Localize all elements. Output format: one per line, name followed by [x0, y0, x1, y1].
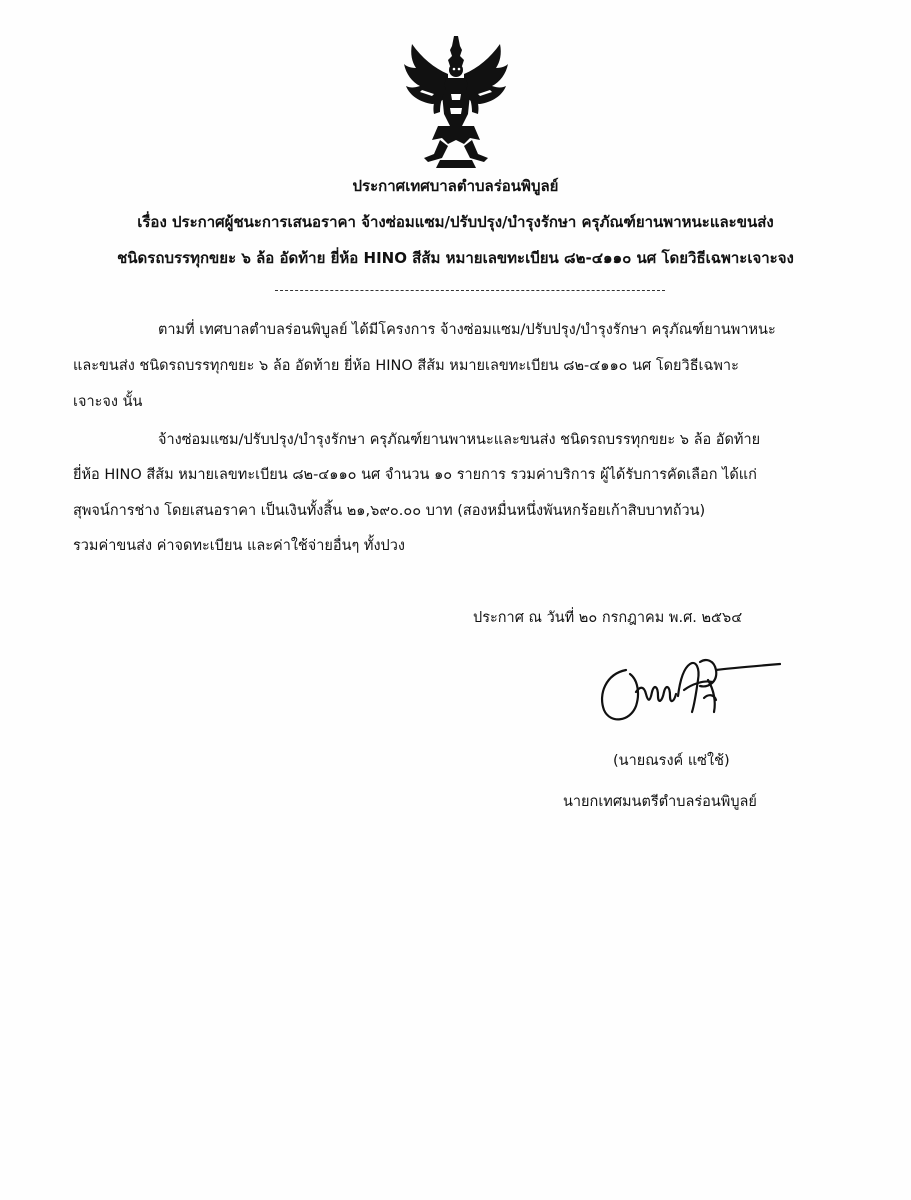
handwritten-signature: [596, 650, 781, 732]
announcement-date: ประกาศ ณ วันที่ ๒๐ กรกฎาคม พ.ศ. ๒๕๖๔: [473, 610, 743, 626]
paragraph-1-line-1: ตามที่ เทศบาลตำบลร่อนพิบูลย์ ได้มีโครงการ จ้างซ่อมแซม/ปรับปรุง/บำรุงรักษา ครุภัณฑ์ยานพาหนะ: [158, 322, 776, 338]
paragraph-2-line-4: รวมค่าขนส่ง ค่าจดทะเบียน และค่าใช้จ่ายอื่นๆ ทั้งปวง: [73, 538, 405, 554]
signer-position: นายกเทศมนตรีตำบลร่อนพิบูลย์: [563, 794, 757, 810]
signer-name: (นายณรงค์ แซ่ใช้): [613, 753, 730, 769]
subject-line-1: เรื่อง ประกาศผู้ชนะการเสนอราคา จ้างซ่อมแซม/ปรับปรุง/บำรุงรักษา ครุภัณฑ์ยานพาหนะและขนส่ง: [137, 213, 774, 231]
paragraph-2-line-2: ยี่ห้อ HINO สีส้ม หมายเลขทะเบียน ๘๒-๔๑๑๐ นศ จำนวน ๑๐ รายการ รวมค่าบริการ ผู้ได้รับการคัดเลือก ได้แก่: [73, 467, 757, 483]
paragraph-1-line-3: เจาะจง นั้น: [73, 394, 143, 410]
garuda-emblem-icon: [404, 34, 508, 170]
paragraph-1-line-2: และขนส่ง ชนิดรถบรรทุกขยะ ๖ ล้อ อัดท้าย ยี่ห้อ HINO สีส้ม หมายเลขทะเบียน ๘๒-๔๑๑๐ นศ โดยวิธีเฉพาะ: [73, 358, 739, 374]
subject-line-2: ชนิดรถบรรทุกขยะ ๖ ล้อ อัดท้าย ยี่ห้อ HINO สีส้ม หมายเลขทะเบียน ๘๒-๔๑๑๐ นศ โดยวิธีเฉพาะเจาะจง: [117, 249, 794, 267]
header-divider: [275, 290, 665, 291]
announcement-title: ประกาศเทศบาลตำบลร่อนพิบูลย์: [352, 177, 559, 195]
paragraph-2-line-1: จ้างซ่อมแซม/ปรับปรุง/บำรุงรักษา ครุภัณฑ์ยานพาหนะและขนส่ง ชนิดรถบรรทุกขยะ ๖ ล้อ อัดท้าย: [158, 432, 761, 448]
paragraph-2-line-3: สุพจน์การช่าง โดยเสนอราคา เป็นเงินทั้งสิ้น ๒๑,๖๙๐.๐๐ บาท (สองหมื่นหนึ่งพันหกร้อยเก้าสิบบาทถ้วน): [73, 503, 706, 519]
